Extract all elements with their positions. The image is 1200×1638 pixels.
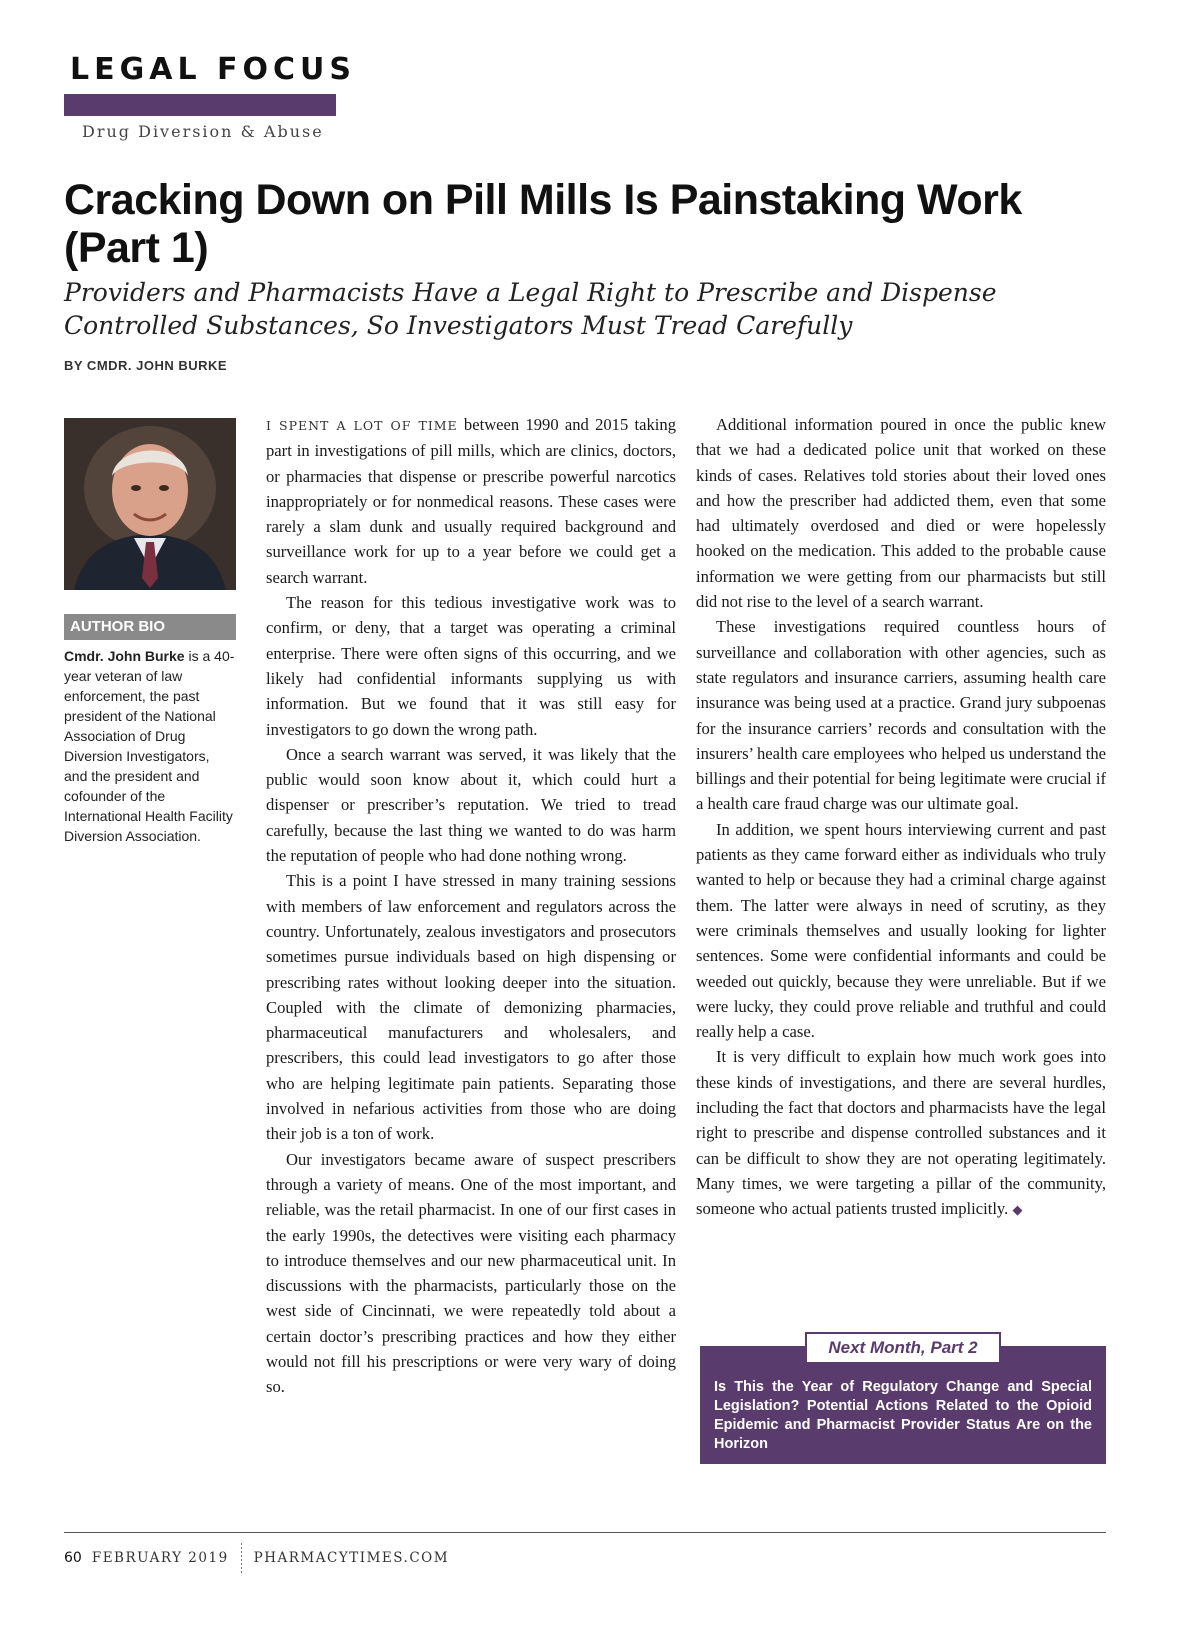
byline: BY CMDR. JOHN BURKE xyxy=(64,358,228,373)
article-deck: Providers and Pharmacists Have a Legal Right to Prescribe and Dispense Controlled Substances, So Investigators Must Tread Carefully xyxy=(64,278,997,340)
lead-in: I SPENT A LOT OF TIME xyxy=(266,418,458,433)
footer-rule xyxy=(64,1532,1106,1533)
paragraph: The reason for this tedious investigative work was to confirm, or deny, that a target was operating a criminal enterprise. There were often signs of this occurring, and we likely had confidential informants supplying us with information. But we found that it was still easy for investigators to go down the wrong path. xyxy=(266,593,676,739)
article-title: Cracking Down on Pill Mills Is Painstaking Work (Part 1) xyxy=(64,176,1022,272)
section-bar xyxy=(64,94,336,116)
paragraph-text: It is very difficult to explain how much work goes into these kinds of investigations, and there are several hurdles, including the fact that doctors and pharmacists have the legal right to prescribe and dispense controlled substances and it can be difficult to show they are not operating legitimately. Many times, we were targeting a pillar of the community, someone who actual patients trusted implicitly. xyxy=(696,1047,1106,1219)
author-name: Cmdr. John Burke xyxy=(64,648,185,664)
footer xyxy=(64,1546,449,1570)
paragraph: This is a point I have stressed in many training sessions with members of law enforcement and regulators across the country. Unfortunately, zealous investigators and prosecutors sometimes pursue individuals based on high dispensing or prescribing rates without looking deeper into the situation. Coupled with the climate of demonizing pharmacies, pharmaceutical manufacturers and wholesalers, and prescribers, this could lead investigators to go after those who are helping legitimate pain patients. Separating those involved in nefarious activities from those who are doing their job is a ton of work. xyxy=(266,871,676,1144)
end-mark-icon: ◆ xyxy=(1012,1202,1023,1218)
site-name: PHARMACYTIMES.COM xyxy=(253,1550,450,1566)
next-month-tab: Next Month, Part 2 xyxy=(805,1332,1001,1364)
article-column-2 xyxy=(696,412,1106,1223)
article-column-1 xyxy=(266,412,676,1400)
paragraph xyxy=(266,412,676,590)
paragraph xyxy=(696,1044,1106,1222)
author-bio-body: is a 40-year veteran of law enforcement, the past president of the National Association of Drug Diversion Investigators, and the president and cofounder of the International Health Facility Diversion Association. xyxy=(64,648,235,844)
paragraph: Once a search warrant was served, it was likely that the public would soon know about it, which could hurt a dispenser or prescriber’s reputation. We tried to tread carefully, because the last thing we wanted to do was harm the reputation of people who had done nothing wrong. xyxy=(266,744,676,866)
paragraph-text: between 1990 and 2015 taking part in investigations of pill mills, which are clinics, doctors, or pharmacies that dispense or prescribe powerful narcotics inappropriately or for nonmedical reasons. These cases were rarely a slam dunk and usually required background and surveillance work for up to a year before we could get a search warrant. xyxy=(266,415,676,587)
issue-date: FEBRUARY 2019 xyxy=(91,1550,229,1566)
author-bio-text xyxy=(64,646,236,846)
footer-divider xyxy=(241,1543,242,1573)
section-subtitle: Drug Diversion & Abuse xyxy=(82,122,324,141)
next-month-text: Is This the Year of Regulatory Change and Special Legislation? Potential Actions Related to the Opioid Epidemic and Pharmacist Provider Status Are on the Horizon xyxy=(714,1379,1092,1452)
author-portrait-image xyxy=(64,418,236,590)
paragraph: In addition, we spent hours interviewing current and past patients as they came forward either as individuals who truly wanted to help or because they had a criminal charge against them. The latter were always in need of scrutiny, as they were criminals themselves and usually looking for lighter sentences. Some were confidential informants and could be weeded out quickly, because they were unreliable. But if we were lucky, they could prove reliable and truthful and could really help a case. xyxy=(696,819,1106,1042)
author-photo xyxy=(64,418,236,590)
paragraph: These investigations required countless hours of surveillance and collaboration with other agencies, such as state regulators and insurance carriers, assuming health care insurance was being used at a practice. Grand jury subpoenas for the insurance carriers’ records and consultation with the insurers’ health care employees who helped us understand the billings and their potential for being legitimate were crucial if a health care fraud charge was our ultimate goal. xyxy=(696,617,1106,814)
paragraph: Our investigators became aware of suspect prescribers through a variety of means. One of the most important, and reliable, was the retail pharmacist. In one of our first cases in the early 1990s, the detectives were visiting each pharmacy to introduce themselves and our new pharmaceutical unit. In discussions with the pharmacists, particularly those on the west side of Cincinnati, we were repeatedly told about a certain doctor’s prescribing practices and how they either would not fill his prescriptions or were very wary of doing so. xyxy=(266,1149,676,1397)
author-bio-header: AUTHOR BIO xyxy=(64,614,236,640)
paragraph: Additional information poured in once the public knew that we had a dedicated police unit that worked on these kinds of cases. Relatives told stories about their loved ones and how the prescriber had addicted them, even that some had ultimately overdosed and died or were hopelessly hooked on the medication. This added to the probable cause information we were getting from our pharmacists but still did not rise to the level of a search warrant. xyxy=(696,415,1106,612)
page-number: 60 xyxy=(64,1550,82,1566)
section-label: LEGAL FOCUS xyxy=(70,52,356,87)
